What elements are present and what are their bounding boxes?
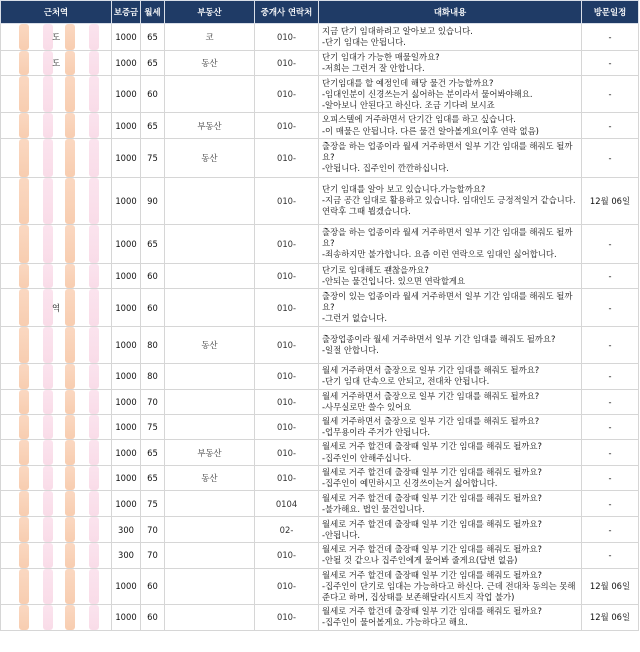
cell-message: 오피스텔에 거주하면서 단기간 임대를 하고 싶습니다. -이 매물은 안됩니다. 다른 물건 알아볼게요(이후 연락 없음) [319,113,582,138]
cell-deposit: 1000 [112,113,141,138]
redaction-stripe [89,543,99,567]
cell-visit: - [582,24,639,51]
redaction-stripe [65,543,75,567]
redaction-stripe [43,491,53,516]
redaction-stripe [65,178,75,224]
cell-area [1,440,112,465]
table-row [1,415,639,440]
cell-phone: 0104 [255,491,319,517]
cell-agency [165,263,255,288]
cell-deposit: 300 [112,517,141,543]
cell-visit: 12월 06일 [582,568,639,605]
cell-message: 월세로 거주 할건데 출장때 일부 기간 임대를 해줘도 될까요? -집주인이 안해주십니다. [319,440,582,465]
cell-agency [165,76,255,113]
cell-deposit: 1000 [112,177,141,224]
cell-rent: 70 [141,543,165,568]
header-area: 근처역 [1,1,112,24]
cell-rent: 75 [141,491,165,517]
redaction-stripe [43,327,53,363]
redaction-stripe [43,466,53,490]
redaction-stripe [43,76,53,112]
cell-visit: - [582,389,639,414]
cell-rent: 80 [141,364,165,389]
redaction-stripe [19,51,29,75]
cell-agency [165,389,255,414]
cell-rent: 60 [141,568,165,605]
table-row [1,289,639,327]
redaction-stripe [89,24,99,50]
redaction-stripe [89,289,99,326]
cell-phone: 010- [255,263,319,288]
cell-message: 월세 거주하면서 출장으로 일부 기간 임대를 해줘도 될까요? -단기 임대 단속으로 안되고, 전대차 안됩니다. [319,364,582,389]
cell-rent: 60 [141,263,165,288]
redaction-stripe [19,605,29,629]
cell-visit: - [582,76,639,113]
cell-agency: 동산 [165,51,255,76]
cell-agency [165,415,255,440]
cell-phone: 010- [255,113,319,138]
cell-rent: 60 [141,605,165,630]
redaction-stripe [65,113,75,137]
cell-message: 지금 단기 임대하려고 알아보고 있습니다. -단기 임대는 안됩니다. [319,24,582,51]
table-row [1,605,639,630]
cell-message: 월세로 거주 할건데 출장때 일부 기간 임대를 해줘도 될까요? -불가해요. 법인 물건입니다. [319,491,582,517]
table-row [1,138,639,177]
table-row [1,327,639,364]
redaction-stripe [43,264,53,288]
cell-deposit: 300 [112,543,141,568]
redaction-stripe [65,76,75,112]
redaction-stripe [19,569,29,605]
table-row [1,177,639,224]
cell-area [1,568,112,605]
redaction-stripe [19,327,29,363]
cell-agency [165,289,255,327]
cell-phone: 010- [255,327,319,364]
cell-phone: 010- [255,289,319,327]
cell-area: 도 [1,24,112,51]
table-row [1,440,639,465]
header-message: 대화내용 [319,1,582,24]
redaction-stripe [89,76,99,112]
cell-visit: - [582,138,639,177]
redaction-stripe [65,51,75,75]
cell-phone: 010- [255,465,319,490]
redaction-stripe [89,569,99,605]
cell-rent: 65 [141,51,165,76]
cell-message: 월세 거주하면서 출장으로 일부 기간 임대를 해줘도 될까요? -사무실로만 쓸수 있어요 [319,389,582,414]
cell-deposit: 1000 [112,289,141,327]
cell-area: 역 [1,289,112,327]
cell-agency [165,177,255,224]
cell-message: 단기 임대를 알아 보고 있습니다.가능할까요? -지금 공간 임대로 활용하고 있습니다. 임대인도 긍정적일거 같습니다. 연락후 그때 뵙겠습니다. [319,177,582,224]
header-phone: 중개사 연락처 [255,1,319,24]
cell-phone: 010- [255,605,319,630]
cell-phone: 010- [255,138,319,177]
cell-visit: - [582,491,639,517]
cell-message: 월세로 거주 할건데 출장때 일부 기간 임대를 해줘도 될까요? -안됩니다. [319,517,582,543]
cell-agency [165,364,255,389]
redaction-stripe [65,605,75,629]
redaction-stripe [43,113,53,137]
cell-phone: 010- [255,389,319,414]
cell-phone: 010- [255,440,319,465]
cell-area [1,465,112,490]
cell-agency: 코 [165,24,255,51]
redaction-stripe [43,225,53,263]
redaction-stripe [65,364,75,388]
redaction-stripe [19,364,29,388]
cell-phone: 010- [255,415,319,440]
cell-deposit: 1000 [112,76,141,113]
cell-deposit: 1000 [112,415,141,440]
cell-visit: - [582,113,639,138]
redaction-stripe [19,24,29,50]
cell-visit: - [582,364,639,389]
table-row [1,543,639,568]
cell-message: 단기 임대가 가능한 매물일까요? -저희는 그런거 잘 안합니다. [319,51,582,76]
cell-rent: 90 [141,177,165,224]
cell-message: 월세 거주하면서 출장으로 일부 기간 임대를 해줘도 될까요? -업무용이라 주거가 안됩니다. [319,415,582,440]
redaction-stripe [43,569,53,605]
cell-area [1,76,112,113]
cell-message: 월세로 거주 할건데 출장때 일부 기간 임대를 해줘도 될까요? -집주인이 단기로 임대는 가능하다고 하신다. 근데 전대차 동의는 못해준다고 하며, 집상태를 보존해달라(시트지 작업 불가) [319,568,582,605]
cell-phone: 010- [255,51,319,76]
cell-agency [165,224,255,263]
redaction-stripe [43,605,53,629]
cell-agency [165,568,255,605]
cell-area [1,605,112,630]
redaction-stripe [89,113,99,137]
cell-area: 도 [1,51,112,76]
redaction-stripe [43,390,53,414]
cell-message: 단기로 임대해도 괜찮을까요? -안되는 물건입니다. 있으면 연락할게요 [319,263,582,288]
cell-message: 출장을 하는 업종이라 월세 거주하면서 일부 기간 임대를 해줘도 될까요? -안됩니다. 집주인이 깐깐하십니다. [319,138,582,177]
table-row [1,568,639,605]
redaction-stripe [43,440,53,464]
cell-message: 월세로 거주 할건데 출장때 일부 기간 임대를 해줘도 될까요? -안될 것 같으나 집주인에게 물어봐 줄게요(답변 없음) [319,543,582,568]
redaction-stripe [65,139,75,177]
redaction-stripe [65,289,75,326]
cell-area [1,491,112,517]
cell-message: 출장이 있는 업종이라 월세 거주하면서 일부 기간 임대를 해줘도 될까요? -그런거 없습니다. [319,289,582,327]
cell-rent: 65 [141,24,165,51]
redaction-stripe [89,466,99,490]
cell-deposit: 1000 [112,568,141,605]
table-row [1,517,639,543]
cell-rent: 70 [141,389,165,414]
redaction-stripe [19,178,29,224]
cell-visit: - [582,263,639,288]
cell-rent: 75 [141,415,165,440]
cell-area [1,224,112,263]
cell-deposit: 1000 [112,364,141,389]
cell-phone: 010- [255,177,319,224]
redaction-stripe [89,264,99,288]
redaction-stripe [65,415,75,439]
redaction-stripe [19,415,29,439]
cell-area [1,364,112,389]
cell-area [1,177,112,224]
cell-agency: 부동산 [165,113,255,138]
cell-agency: 부동산 [165,440,255,465]
cell-agency [165,491,255,517]
cell-rent: 65 [141,440,165,465]
cell-visit: - [582,543,639,568]
cell-rent: 80 [141,327,165,364]
redaction-stripe [89,51,99,75]
table-row [1,76,639,113]
cell-visit: - [582,224,639,263]
cell-rent: 60 [141,289,165,327]
cell-deposit: 1000 [112,224,141,263]
redaction-stripe [43,517,53,542]
cell-visit: 12월 06일 [582,605,639,630]
redaction-stripe [19,225,29,263]
cell-deposit: 1000 [112,138,141,177]
header-visit: 방문일정 [582,1,639,24]
cell-visit: - [582,51,639,76]
table-row [1,224,639,263]
cell-area [1,389,112,414]
cell-phone: 010- [255,24,319,51]
table-row [1,465,639,490]
redaction-stripe [89,139,99,177]
redaction-stripe [89,225,99,263]
cell-rent: 75 [141,138,165,177]
cell-area [1,543,112,568]
cell-deposit: 1000 [112,327,141,364]
cell-phone: 010- [255,224,319,263]
redaction-stripe [65,264,75,288]
cell-deposit: 1000 [112,389,141,414]
cell-visit: 12월 06일 [582,177,639,224]
cell-area [1,415,112,440]
cell-area [1,517,112,543]
cell-visit: - [582,517,639,543]
redaction-stripe [19,76,29,112]
redaction-stripe [19,264,29,288]
cell-area [1,113,112,138]
cell-message: 출장업종이라 월세 거주하면서 일부 기간 임대를 해줘도 될까요? -일절 안합니다. [319,327,582,364]
redaction-stripe [19,466,29,490]
redaction-stripe [89,517,99,542]
cell-agency: 동산 [165,465,255,490]
cell-visit: - [582,415,639,440]
cell-agency [165,517,255,543]
cell-agency [165,605,255,630]
cell-phone: 02- [255,517,319,543]
redaction-stripe [19,113,29,137]
cell-rent: 65 [141,113,165,138]
cell-rent: 70 [141,517,165,543]
cell-deposit: 1000 [112,465,141,490]
table-row [1,113,639,138]
redaction-stripe [65,491,75,516]
redaction-stripe [65,225,75,263]
redaction-stripe [89,364,99,388]
cell-phone: 010- [255,568,319,605]
table-row [1,364,639,389]
redaction-stripe [89,327,99,363]
redaction-stripe [65,24,75,50]
redaction-stripe [43,415,53,439]
cell-deposit: 1000 [112,605,141,630]
header-agency: 부동산 [165,1,255,24]
cell-visit: - [582,327,639,364]
redaction-stripe [19,139,29,177]
cell-phone: 010- [255,76,319,113]
cell-agency [165,543,255,568]
cell-deposit: 1000 [112,263,141,288]
table-row [1,263,639,288]
redaction-stripe [89,178,99,224]
cell-visit: - [582,440,639,465]
cell-rent: 60 [141,76,165,113]
redaction-stripe [65,440,75,464]
redaction-stripe [43,543,53,567]
redaction-stripe [43,178,53,224]
cell-area [1,263,112,288]
redaction-stripe [43,364,53,388]
cell-message: 월세로 거주 할건데 출장때 일부 기간 임대를 해줘도 될까요? -집주인이 예민하시고 신경쓰이는거 싫어합니다. [319,465,582,490]
redaction-stripe [65,327,75,363]
redaction-stripe [43,139,53,177]
cell-deposit: 1000 [112,51,141,76]
redaction-stripe [65,517,75,542]
redaction-stripe [19,543,29,567]
cell-agency: 동산 [165,138,255,177]
redaction-stripe [19,440,29,464]
cell-message: 단기임대를 할 예정인데 해당 물건 가능할까요? -임대인분이 신경쓰는거 싫어하는 분이라서 물어봐야해요. -알아보니 안된다고 하신다. 조금 기다려 보시죠 [319,76,582,113]
redaction-stripe [65,466,75,490]
cell-area [1,138,112,177]
redaction-stripe [19,517,29,542]
cell-deposit: 1000 [112,24,141,51]
redaction-stripe [65,390,75,414]
redaction-stripe [19,491,29,516]
redaction-stripe [89,491,99,516]
table-row [1,389,639,414]
cell-message: 출장을 하는 업종이라 월세 거주하면서 일부 기간 임대를 해줘도 될까요? -죄송하지만 불가합니다. 요즘 이런 연락으로 임대인 싫어합니다. [319,224,582,263]
cell-visit: - [582,465,639,490]
cell-message: 월세로 거주 할건데 출장때 일부 기간 임대를 해줘도 될까요? -집주인이 물어볼게요. 가능하다고 해요. [319,605,582,630]
table-row [1,51,639,76]
redaction-stripe [19,289,29,326]
cell-rent: 65 [141,465,165,490]
redaction-stripe [89,415,99,439]
cell-phone: 010- [255,543,319,568]
header-row [1,1,639,24]
cell-deposit: 1000 [112,440,141,465]
redaction-stripe [89,440,99,464]
redaction-stripe [89,605,99,629]
redaction-stripe [19,390,29,414]
table-row [1,491,639,517]
cell-phone: 010- [255,364,319,389]
header-deposit: 보증금 [112,1,141,24]
redaction-stripe [65,569,75,605]
header-rent: 월세 [141,1,165,24]
redaction-stripe [89,390,99,414]
cell-area [1,327,112,364]
cell-deposit: 1000 [112,491,141,517]
table-row [1,24,639,51]
cell-rent: 65 [141,224,165,263]
cell-agency: 동산 [165,327,255,364]
cell-visit: - [582,289,639,327]
